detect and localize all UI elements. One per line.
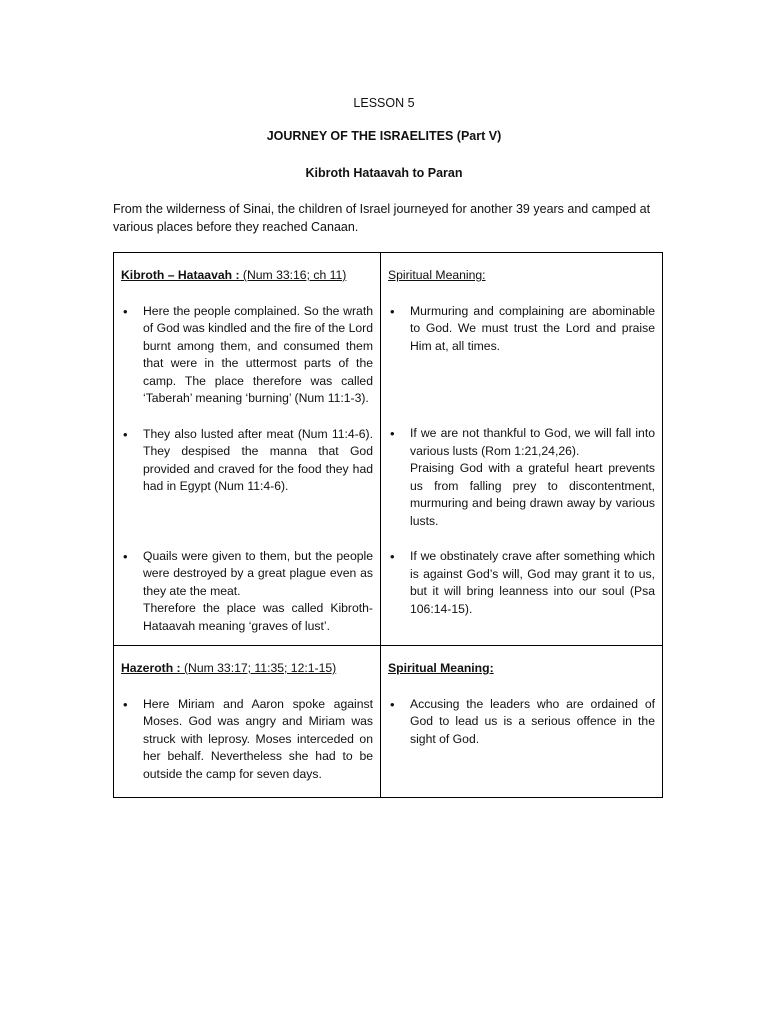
place-name: Kibroth – Hataavah : (121, 268, 240, 282)
bullet: • (123, 696, 128, 712)
section-kibroth-hataavah (114, 253, 663, 646)
bullet: • (123, 548, 128, 564)
lesson-title: JOURNEY OF THE ISRAELITES (Part V) (266, 129, 502, 143)
meaning-heading: Spiritual Meaning: (388, 661, 494, 675)
intro-paragraph: From the wilderness of Sinai, the children of Israel journeyed for another 39 years and camped at various places before they reached Canaan. (113, 202, 651, 234)
bullet: • (390, 303, 395, 319)
bullet: • (390, 696, 395, 712)
event-list (121, 696, 373, 784)
meaning-text: Accusing the leaders who are ordained of God to lead us is a serious offence in the sight of God. (410, 696, 655, 746)
place-reference: (Num 33:16; ch 11) (239, 268, 347, 282)
event-text: Quails were given to them, but the people were destroyed by a great plague even as they ate the meat. (143, 548, 373, 598)
event-list (121, 303, 373, 636)
lesson-subtitle: Kibroth Hataavah to Paran (305, 166, 463, 180)
event-text: They also lusted after meat (Num 11:4-6). They despised the manna that God provided and craved for the food they had had in Egypt (Num 11:4-6). (143, 426, 373, 493)
place-heading (121, 660, 373, 678)
event-text: Here the people complained. So the wrath of God was kindled and the fire of the Lord burnt among them, and consumed them that were in the uttermost parts of the camp. The place therefore was called ‘Taberah’ meaning ‘burning’ (Num 11:1-3). (143, 303, 373, 405)
meaning-text-extra: Praising God with a grateful heart prevents us from falling prey to discontentment, murmuring and being drawn away by various lusts. (410, 461, 655, 528)
meaning-list (388, 696, 655, 749)
bullet: • (390, 549, 395, 564)
list-item (388, 548, 655, 618)
bullet: • (390, 426, 395, 441)
list-item (121, 696, 373, 784)
meaning-text: Murmuring and complaining are abominable to God. We must trust the Lord and praise Him at, all times. (410, 303, 655, 353)
event-text: Here Miriam and Aaron spoke against Moses. God was angry and Miriam was struck with leprosy. Moses interceded on her behalf. Nevertheless she had to be outside the camp for seven days. (143, 696, 373, 781)
meaning-text: If we obstinately crave after something which is against God’s will, God may grant it to us, but it will bring leanness into our soul (Psa 106:14-15). (410, 549, 655, 616)
meaning-list (388, 303, 655, 619)
meaning-text: If we are not thankful to God, we will fall into various lusts (Rom 1:21,24,26). (410, 426, 655, 458)
journey-table (113, 252, 663, 798)
list-item (121, 303, 373, 408)
event-text-extra: Therefore the place was called Kibroth-Hataavah meaning ‘graves of lust’. (143, 601, 373, 633)
place-cell (114, 253, 381, 646)
lesson-number: LESSON 5 (353, 96, 415, 110)
place-reference: (Num 33:17; 11:35; 12:1-15) (180, 661, 337, 675)
place-heading (121, 267, 373, 285)
place-name: Hazeroth : (121, 661, 181, 675)
place-cell (114, 646, 381, 798)
list-item (388, 696, 655, 749)
list-item (121, 426, 373, 496)
section-hazeroth (114, 646, 663, 798)
meaning-cell (381, 646, 663, 798)
list-item (121, 548, 373, 636)
bullet: • (123, 303, 128, 319)
list-item (388, 425, 655, 530)
meaning-heading: Spiritual Meaning: (388, 268, 486, 282)
meaning-cell (381, 253, 663, 646)
bullet: • (123, 426, 128, 442)
list-item (388, 303, 655, 356)
